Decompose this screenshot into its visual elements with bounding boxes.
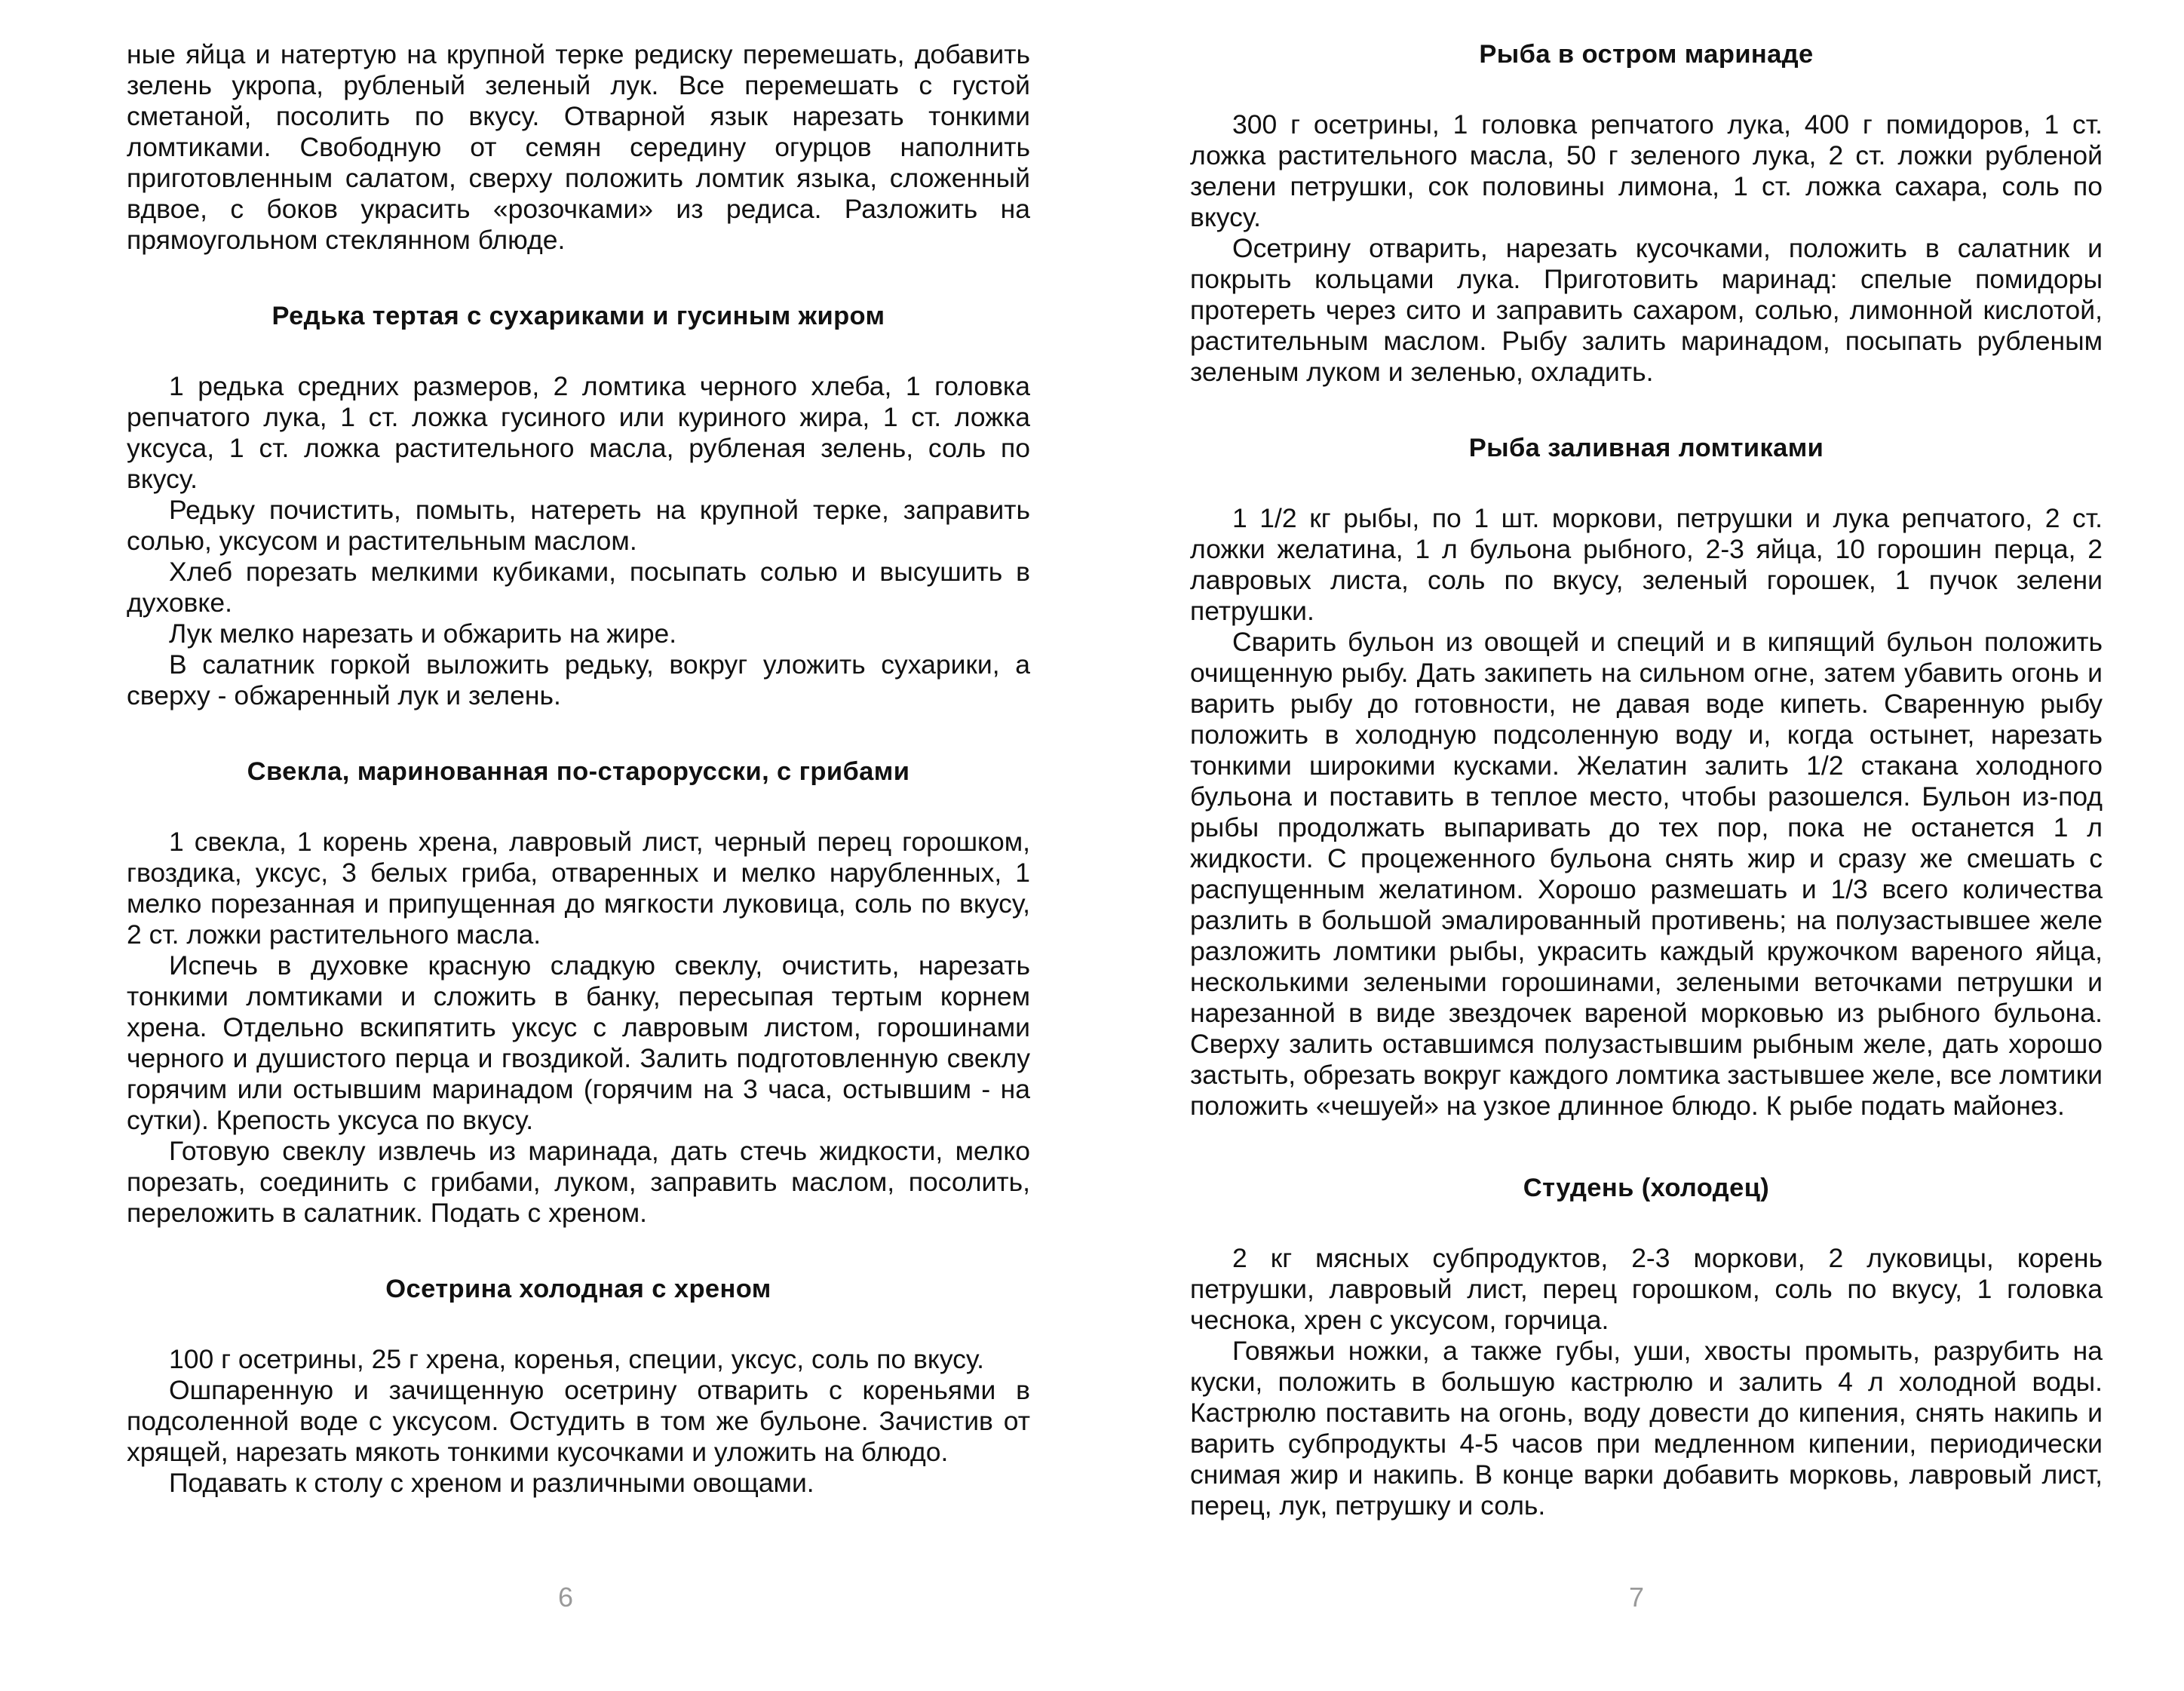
recipe-step: Испечь в духовке красную сладкую свеклу, очистить, нарезать тонкими ломтиками и сложить в банку, пересыпая тертым корнем хрена. Отдельно вскипятить уксус с лавровым листом, горошинами черного и душистого перца и гвоздикой. Залить подготовленную свеклу горячим или остывшим маринадом (горячим на 3 часа, остывшим - на сутки). Крепость уксуса по вкусу.	[127, 950, 1030, 1135]
recipe-title: Редька тертая с сухариками и гусиным жиром	[271, 302, 885, 330]
recipe	[127, 1274, 1030, 1499]
recipe-step: Осетрину отварить, нарезать кусочками, положить в салатник и покрыть кольцами лука. Приготовить маринад: спелые помидоры протереть через сито и заправить сахаром, солью, лимонной кислотой, растительным маслом. Рыбу залить маринадом, посыпать рубленым зеленым луком и зеленью, охладить.	[1190, 233, 2103, 387]
recipe-step: Редьку почистить, помыть, натереть на крупной терке, заправить солью, уксусом и растительным маслом.	[127, 495, 1030, 556]
page-number: 7	[1629, 1582, 1645, 1613]
page-number: 6	[558, 1582, 574, 1613]
recipe	[1190, 1173, 2103, 1521]
recipe-title: Рыба заливная ломтиками	[1468, 434, 1824, 462]
recipe	[1190, 433, 2103, 1122]
recipe	[127, 756, 1030, 1229]
recipe-title: Осетрина холодная с хреном	[385, 1275, 771, 1303]
recipe-title: Рыба в остром маринаде	[1479, 40, 1814, 69]
recipe-title: Студень (холодец)	[1523, 1174, 1770, 1202]
recipe-ingredients: 1 1/2 кг рыбы, по 1 шт. моркови, петрушки и лука репчатого, 2 ст. ложки желатина, 1 л бульона рыбного, 2-3 яйца, 10 горошин перца, 2 лавровых листа, соль по вкусу, зеленый горошек, 1 пучок зелени петрушки.	[1190, 503, 2103, 626]
recipe-step: Хлеб порезать мелкими кубиками, посыпать солью и высушить в духовке.	[127, 557, 1030, 618]
recipe-step: Сварить бульон из овощей и специй и в кипящий бульон положить очищенную рыбу. Дать закипеть на сильном огне, затем убавить огонь и варить рыбу до готовности, не давая воде кипеть. Сваренную рыбу положить в холодную подсоленную воду и, когда остынет, нарезать тонкими широкими кусками. Желатин залить 1/2 стакана холодного бульона и поставить в теплое место, чтобы разошелся. Бульон из-под рыбы продолжать выпаривать до тех пор, пока не останется 1 л жидкости. С процеженного бульона снять жир и сразу же смешать с распущенным желатином. Хорошо размешать и 1/3 всего количества разлить в большой эмалированный противень; на полузастывшее желе разложить ломтики рыбы, украсить каждый кружочком вареного яйца, несколькими зелеными горошинами, зелеными веточками петрушки и нарезанной в виде звездочек вареной морковью из рыбного бульона. Сверху залить оставшимся полузастывшим рыбным желе, дать хорошо застыть, обрезать вокруг каждого ломтика застывшее желе, все ломтики положить «чешуей» на узкое длинное блюдо. К рыбе подать майонез.	[1190, 627, 2103, 1121]
recipe-step: Говяжьи ножки, а также губы, уши, хвосты промыть, разрубить на куски, положить в большую кастрюлю и залить 4 л холодной воды. Кастрюлю поставить на огонь, воду довести до кипения, снять накипь и варить субпродукты 4-5 часов при медленном кипении, периодически снимая жир и накипь. В конце варки добавить морковь, лавровый лист, перец, лук, петрушку и соль.	[1190, 1336, 2103, 1521]
recipe-step: Подавать к столу с хреном и различными овощами.	[169, 1468, 814, 1498]
recipe-step: Лук мелко нарезать и обжарить на жире.	[169, 618, 677, 649]
recipe	[127, 301, 1030, 711]
left-page	[127, 0, 1030, 1499]
recipe-step: В салатник горкой выложить редьку, вокруг уложить сухарики, а сверху - обжаренный лук и зелень.	[127, 649, 1030, 710]
recipe-ingredients: 1 редька средних размеров, 2 ломтика черного хлеба, 1 головка репчатого лука, 1 ст. ложка гусиного или куриного жира, 1 ст. ложка уксуса, 1 ст. ложка растительного масла, рубленая зелень, соль по вкусу.	[127, 371, 1030, 494]
recipe-ingredients: 1 свекла, 1 корень хрена, лавровый лист, черный перец горошком, гвоздика, уксус, 3 белых гриба, отваренных и мелко нарубленных, 1 мелко порезанная и припущенная до мягкости луковица, соль по вкусу, 2 ст. ложки растительного масла.	[127, 827, 1030, 950]
recipe-step: Готовую свеклу извлечь из маринада, дать стечь жидкости, мелко порезать, соединить с грибами, луком, заправить маслом, посолить, переложить в салатник. Подать с хреном.	[127, 1136, 1030, 1228]
recipe-ingredients: 300 г осетрины, 1 головка репчатого лука, 400 г помидоров, 1 ст. ложка растительного масла, 50 г зеленого лука, 2 ст. ложки рубленой зелени петрушки, сок половины лимона, 1 ст. ложка сахара, соль по вкусу.	[1190, 109, 2103, 232]
continued-paragraph: ные яйца и натертую на крупной терке редиску перемешать, добавить зелень укропа, рубленый зеленый лук. Все перемешать с густой сметаной, посолить по вкусу. Отварной язык нарезать тонкими ломтиками. Свободную от семян середину огурцов наполнить приготовленным салатом, сверху положить ломтик языка, сложенный вдвое, с боков украсить «розочками» из редиса. Разложить на прямоугольном стеклянном блюде.	[127, 39, 1030, 255]
recipe-ingredients: 2 кг мясных субпродуктов, 2-3 моркови, 2 луковицы, корень петрушки, лавровый лист, перец горошком, соль по вкусу, 1 головка чеснока, хрен с уксусом, горчица.	[1190, 1243, 2103, 1335]
recipe-title: Свекла, маринованная по-старорусски, с грибами	[247, 757, 910, 786]
recipe-ingredients: 100 г осетрины, 25 г хрена, коренья, специи, уксус, соль по вкусу.	[169, 1344, 984, 1374]
recipe	[1190, 39, 2103, 388]
recipe-step: Ошпаренную и зачищенную осетрину отварить с кореньями в подсоленной воде с уксусом. Остудить в том же бульоне. Зачистив от хрящей, нарезать мякоть тонкими кусочками и уложить на блюдо.	[127, 1375, 1030, 1467]
right-page	[1190, 0, 2103, 1521]
